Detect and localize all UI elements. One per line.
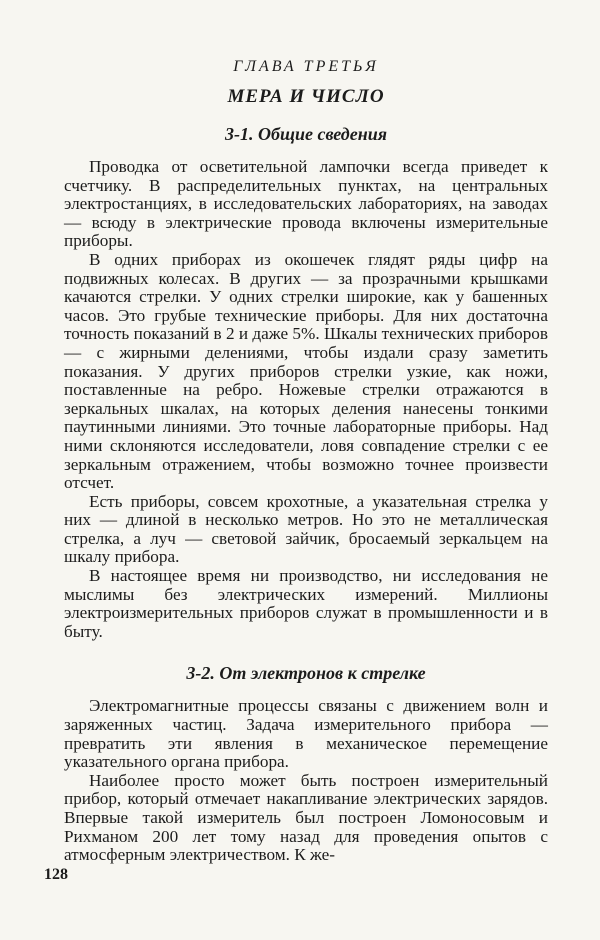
page-number: 128 xyxy=(44,866,68,883)
section-heading: 3-2. От электронов к стрелке xyxy=(186,663,426,684)
paragraph: Есть приборы, совсем крохотные, а указательная стрелка у них — длиной в несколько метров. Но это не металлическая стрелка, а луч — световой зайчик, бросаемый зеркальцем на шкалу прибора. xyxy=(64,491,548,567)
paragraph: Наиболее просто может быть построен измерительный прибор, который отмечает накапливание электрических зарядов. Впервые такой измеритель был построен Ломоносовым и Рихманом 200 лет тому назад для проведения опытов с атмосферным электричеством. К же- xyxy=(64,770,548,865)
chapter-title: МЕРА И ЧИСЛО xyxy=(227,86,385,107)
section-3-2 xyxy=(64,661,548,864)
chapter-label: ГЛАВА ТРЕТЬЯ xyxy=(233,58,379,75)
section-body xyxy=(64,697,548,864)
paragraph: В одних приборах из окошечек глядят ряды цифр на подвижных колесах. В других — за прозрачными крышками качаются стрелки. У одних стрелки широкие, как у башенных часов. Это грубые технические приборы. Для них достаточна точность показаний в 2 и даже 5%. Шкалы технических приборов — с жирными делениями, чтобы издали сразу заметить показания. У других приборов стрелки узкие, как ножи, поставленные на ребро. Ножевые стрелки отражаются в зеркальных шкалах, на которых деления нанесены тонкими паутинными линиями. Это точные лабораторные приборы. Над ними склоняются исследователи, ловя совпадение стрелки с ее зеркальным отражением, чтобы возможно точнее произвести отсчет. xyxy=(64,249,548,493)
section-3-1 xyxy=(64,122,548,641)
paragraph: Проводка от осветительной лампочки всегда приведет к счетчику. В распределительных пунктах, на центральных электростанциях, в исследовательских лабораториях, на заводах — всюду в электрические провода включены измерительные приборы. xyxy=(64,157,548,251)
paragraph: Электромагнитные процессы связаны с движением волн и заряженных частиц. Задача измерительного прибора — превратить эти явления в механическое перемещение указательного органа прибора. xyxy=(64,696,548,772)
page-content xyxy=(64,56,548,865)
section-heading: 3-1. Общие сведения xyxy=(224,124,388,144)
paragraph: В настоящее время ни производство, ни исследования не мыслимы без электрических измерений. Миллионы электроизмерительных приборов служат в промышленности и в быту. xyxy=(64,566,548,641)
section-body xyxy=(64,158,548,641)
